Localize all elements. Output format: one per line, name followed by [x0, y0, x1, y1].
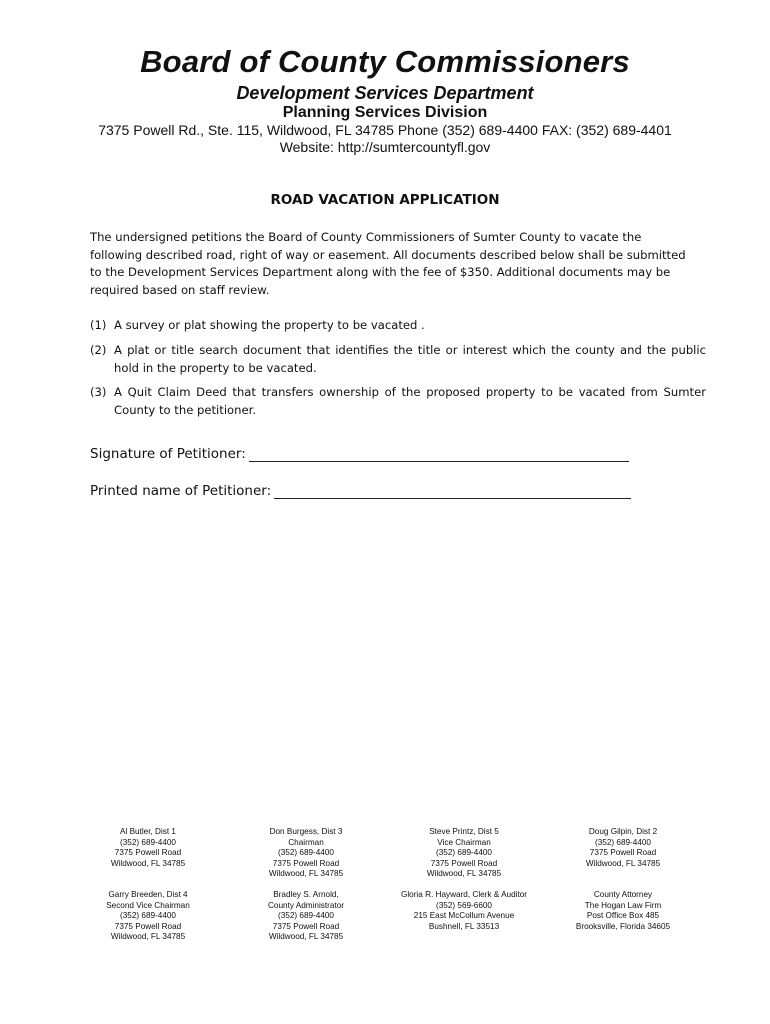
contact-line: (352) 689-4400 [278, 848, 334, 857]
contact-line: Al Butler, Dist 1 [120, 827, 176, 836]
contact-line: 7375 Powell Road [589, 848, 657, 857]
division-name: Planning Services Division [282, 104, 488, 121]
contact-line: Wildwood, FL 34785 [585, 858, 661, 868]
contact-line: Second Vice Chairman [106, 900, 190, 910]
requirement-number: (3) [90, 385, 107, 399]
commissioner-contact [63, 827, 233, 869]
contact-line: Wildwood, FL 34785 [426, 869, 502, 878]
requirement-number: (2) [90, 343, 107, 357]
contact-line: Bushnell, FL 33513 [428, 921, 500, 931]
contact-line: Wildwood, FL 34785 [268, 869, 344, 878]
contact-line: Doug Gilpin, Dist 2 [588, 827, 658, 836]
contact-line: (352) 689-4400 [436, 848, 492, 857]
form-title: ROAD VACATION APPLICATION [270, 192, 500, 208]
signature-field[interactable] [249, 445, 629, 462]
commissioner-contact [538, 827, 708, 869]
contact-line: (352) 689-4400 [278, 911, 334, 920]
requirement-text: A Quit Claim Deed that transfers ownership of the proposed property to be vacated from Sumter County to the petitioner. [114, 385, 706, 417]
contact-line: (352) 689-4400 [595, 837, 651, 847]
contact-line: 7375 Powell Road [430, 858, 498, 868]
contact-line: Wildwood, FL 34785 [110, 858, 186, 868]
printed-name-label: Printed name of Petitioner: [90, 483, 272, 499]
printed-name-line [90, 482, 631, 499]
requirement-number: (1) [90, 318, 107, 332]
contact-line: 7375 Powell Road [114, 921, 182, 931]
official-contact [221, 890, 391, 943]
contact-line: Chairman [288, 837, 324, 847]
contact-line: Bradley S. Arnold, [273, 890, 339, 899]
contact-line: 7375 Powell Road [272, 858, 340, 868]
requirement-text: A survey or plat showing the property to be vacated . [114, 318, 425, 332]
contact-line: (352) 689-4400 [120, 911, 176, 920]
contact-line: Steve Printz, Dist 5 [429, 827, 499, 836]
official-contact [63, 890, 233, 943]
signature-line [90, 445, 629, 462]
official-contact [379, 890, 549, 932]
signature-label: Signature of Petitioner: [90, 446, 246, 462]
printed-name-field[interactable] [274, 482, 631, 499]
contact-line: Post Office Box 485 [586, 911, 660, 920]
contact-line: The Hogan Law Firm [584, 900, 662, 910]
contact-line: Wildwood, FL 34785 [268, 932, 344, 941]
commissioner-contact [221, 827, 391, 880]
website: Website: http://sumtercountyfl.gov [279, 139, 491, 155]
contact-line: (352) 569-6600 [436, 900, 492, 910]
contact-line: Wildwood, FL 34785 [110, 932, 186, 941]
office-address: 7375 Powell Rd., Ste. 115, Wildwood, FL 34785 Phone (352) 689-4400 FAX: (352) 689-4401 [98, 122, 672, 138]
contact-line: County Attorney [593, 890, 653, 899]
requirement-item [90, 342, 706, 377]
requirement-text: A plat or title search document that identifies the title or interest which the county and the public hold in the property to be vacated. [114, 343, 706, 375]
department-name: Development Services Department [236, 83, 534, 103]
board-title: Board of County Commissioners [140, 44, 630, 79]
requirement-item [90, 384, 706, 419]
contact-line: 7375 Powell Road [272, 921, 340, 931]
commissioner-contact [379, 827, 549, 880]
contact-line: Don Burgess, Dist 3 [269, 827, 343, 836]
contact-line: 7375 Powell Road [114, 848, 182, 857]
intro-paragraph: The undersigned petitions the Board of County Commissioners of Sumter County to vacate the following described road, right of way or easement. All documents described below shall be submitted to the Development Services Department along with the fee of $350. Additional documents may be required based on staff review. [90, 230, 686, 297]
contact-line: Vice Chairman [437, 837, 491, 847]
contact-line: 215 East McCollum Avenue [413, 911, 515, 920]
contact-line: Gloria R. Hayward, Clerk & Auditor [400, 890, 528, 899]
contact-line: Garry Breeden, Dist 4 [108, 890, 188, 899]
contact-line: Brooksville, Florida 34605 [575, 921, 671, 931]
contact-line: County Administrator [268, 900, 344, 910]
official-contact [538, 890, 708, 932]
contact-line: (352) 689-4400 [120, 837, 176, 847]
requirement-item [90, 317, 706, 335]
